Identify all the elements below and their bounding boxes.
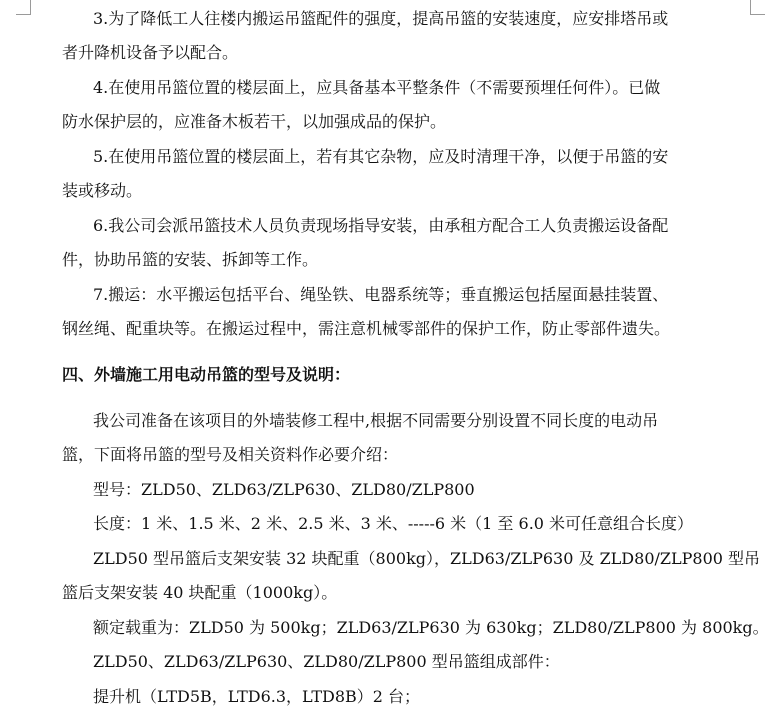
paragraph-line: 6.我公司会派吊篮技术人员负责现场指导安装，由承租方配合工人负责搬运设备配 — [93, 216, 669, 235]
paragraph-line: 我公司准备在该项目的外墙装修工程中,根据不同需要分别设置不同长度的电动吊 — [93, 411, 659, 430]
paragraph-line: 7.搬运：水平搬运包括平台、绳坠铁、电器系统等；垂直搬运包括屋面悬挂装置、 — [93, 285, 669, 304]
paragraph-line: 篮，下面将吊篮的型号及相关资料作必要介绍： — [62, 445, 399, 464]
paragraph-line: ZLD50 型吊篮后支架安装 32 块配重（800kg），ZLD63/ZLP630 及 ZLD80/ZLP800 型吊 — [93, 549, 761, 568]
paragraph-line: 篮后支架安装 40 块配重（1000kg）。 — [62, 583, 338, 602]
rated-load-line: 额定载重为：ZLD50 为 500kg；ZLD63/ZLP630 为 630kg；ZLD80/ZLP800 为 800kg。 — [93, 618, 769, 637]
section-heading: 四、外墙施工用电动吊篮的型号及说明： — [62, 365, 351, 384]
paragraph-line: 5.在使用吊篮位置的楼层面上，若有其它杂物，应及时清理干净，以便于吊篮的安 — [93, 147, 669, 166]
paragraph-line: 4.在使用吊篮位置的楼层面上，应具备基本平整条件（不需要预埋任何件）。已做 — [93, 78, 661, 97]
length-line: 长度：1 米、1.5 米、2 米、2.5 米、3 米、-----6 米（1 至 6.0 米可任意组合长度） — [93, 514, 694, 533]
components-line: ZLD50、ZLD63/ZLP630、ZLD80/ZLP800 型吊篮组成部件： — [93, 652, 560, 671]
paragraph-line: 防水保护层的，应准备木板若干，以加强成品的保护。 — [62, 112, 447, 131]
paragraph-line: 件，协助吊篮的安装、拆卸等工作。 — [62, 250, 319, 269]
page-corner-mark-right — [750, 0, 765, 15]
paragraph-line: 钢丝绳、配重块等。在搬运过程中，需注意机械零部件的保护工作，防止零部件遗失。 — [62, 319, 671, 338]
model-line: 型号：ZLD50、ZLD63/ZLP630、ZLD80/ZLP800 — [93, 480, 475, 499]
hoist-line: 提升机（LTD5B，LTD6.3，LTD8B）2 台； — [93, 687, 421, 706]
page-corner-mark-left — [16, 0, 31, 15]
paragraph-line: 者升降机设备予以配合。 — [62, 43, 239, 62]
paragraph-line: 装或移动。 — [62, 181, 143, 200]
paragraph-line: 3.为了降低工人往楼内搬运吊篮配件的强度，提高吊篮的安装速度，应安排塔吊或 — [93, 9, 669, 28]
